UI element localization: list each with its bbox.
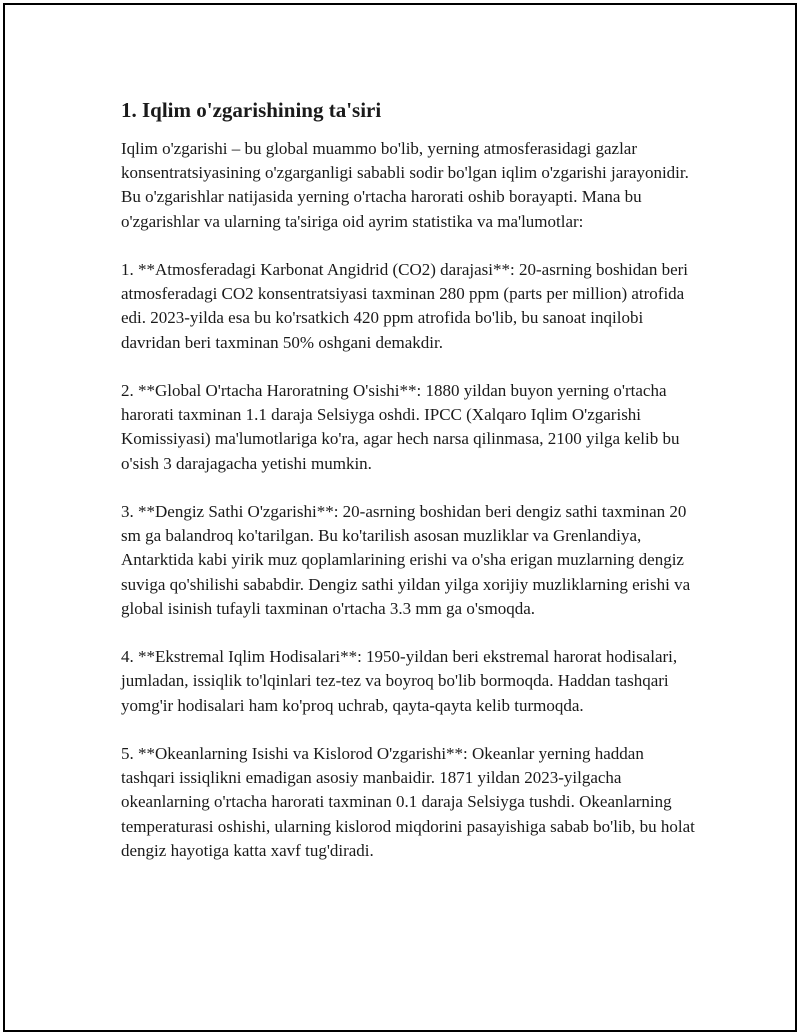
document-body — [121, 97, 701, 887]
section-heading: 1. Iqlim o'zgarishining ta'siri — [121, 98, 382, 122]
page-frame — [3, 3, 797, 1032]
extreme-events-paragraph: 4. **Ekstremal Iqlim Hodisalari**: 1950-yildan beri ekstremal harorat hodisalari, jumladan, issiqlik to'lqinlari tez-tez va boyroq bo'lib bormoqda. Haddan tashqari yomg'ir hodisalari ham ko'proq uchrab, qayta-qayta kelib turmoqda. — [121, 647, 678, 715]
ocean-warming-paragraph: 5. **Okeanlarning Isishi va Kislorod O'zgarishi**: Okeanlar yerning haddan tashqari issiqlikni emadigan asosiy manbaidir. 1871 yildan 2023-yilgacha okeanlarning o'rtacha harorati taxminan 0.1 daraja Selsiyga tushdi. Okeanlarning temperaturasi oshishi, ularning kislorod miqdorini pasayishiga sabab bo'lib, bu holat dengiz hayotiga katta xavf tug'diradi. — [121, 744, 695, 860]
sea-level-paragraph: 3. **Dengiz Sathi O'zgarishi**: 20-asrning boshidan beri dengiz sathi taxminan 20 sm ga balandroq ko'tarilgan. Bu ko'tarilish asosan muzliklar va Grenlandiya, Antarktida kabi yirik muz qoplamlarining erishi va o'sha erigan muzlarning dengiz suviga qo'shilishi sababdir. Dengiz sathi yildan yilga xorijiy muzliklarning erishi va global isinish tufayli taxminan o'rtacha 3.3 mm ga o'smoqda. — [121, 502, 691, 618]
co2-paragraph: 1. **Atmosferadagi Karbonat Angidrid (CO2) darajasi**: 20-asrning boshidan beri atmosferadagi CO2 konsentratsiyasi taxminan 280 ppm (parts per million) atrofida edi. 2023-yilda esa bu ko'rsatkich 420 ppm atrofida bo'lib, bu sanoat inqilobi davridan beri taxminan 50% oshgani demakdir. — [121, 260, 689, 352]
intro-paragraph: Iqlim o'zgarishi – bu global muammo bo'lib, yerning atmosferasidagi gazlar konsentratsiyasining o'zgarganligi sababli sodir bo'lgan iqlim o'zgarishi jarayonidir. Bu o'zgarishlar natijasida yerning o'rtacha harorati oshib borayapti. Mana bu o'zgarishlar va ularning ta'siriga oid ayrim statistika va ma'lumotlar: — [121, 139, 689, 231]
temperature-paragraph: 2. **Global O'rtacha Haroratning O'sishi**: 1880 yildan buyon yerning o'rtacha harorati taxminan 1.1 daraja Selsiyga oshdi. IPCC (Xalqaro Iqlim O'zgarishi Komissiyasi) ma'lumotlariga ko'ra, agar hech narsa qilinmasa, 2100 yilga kelib bu o'sish 3 darajagacha yetishi mumkin. — [121, 381, 680, 473]
